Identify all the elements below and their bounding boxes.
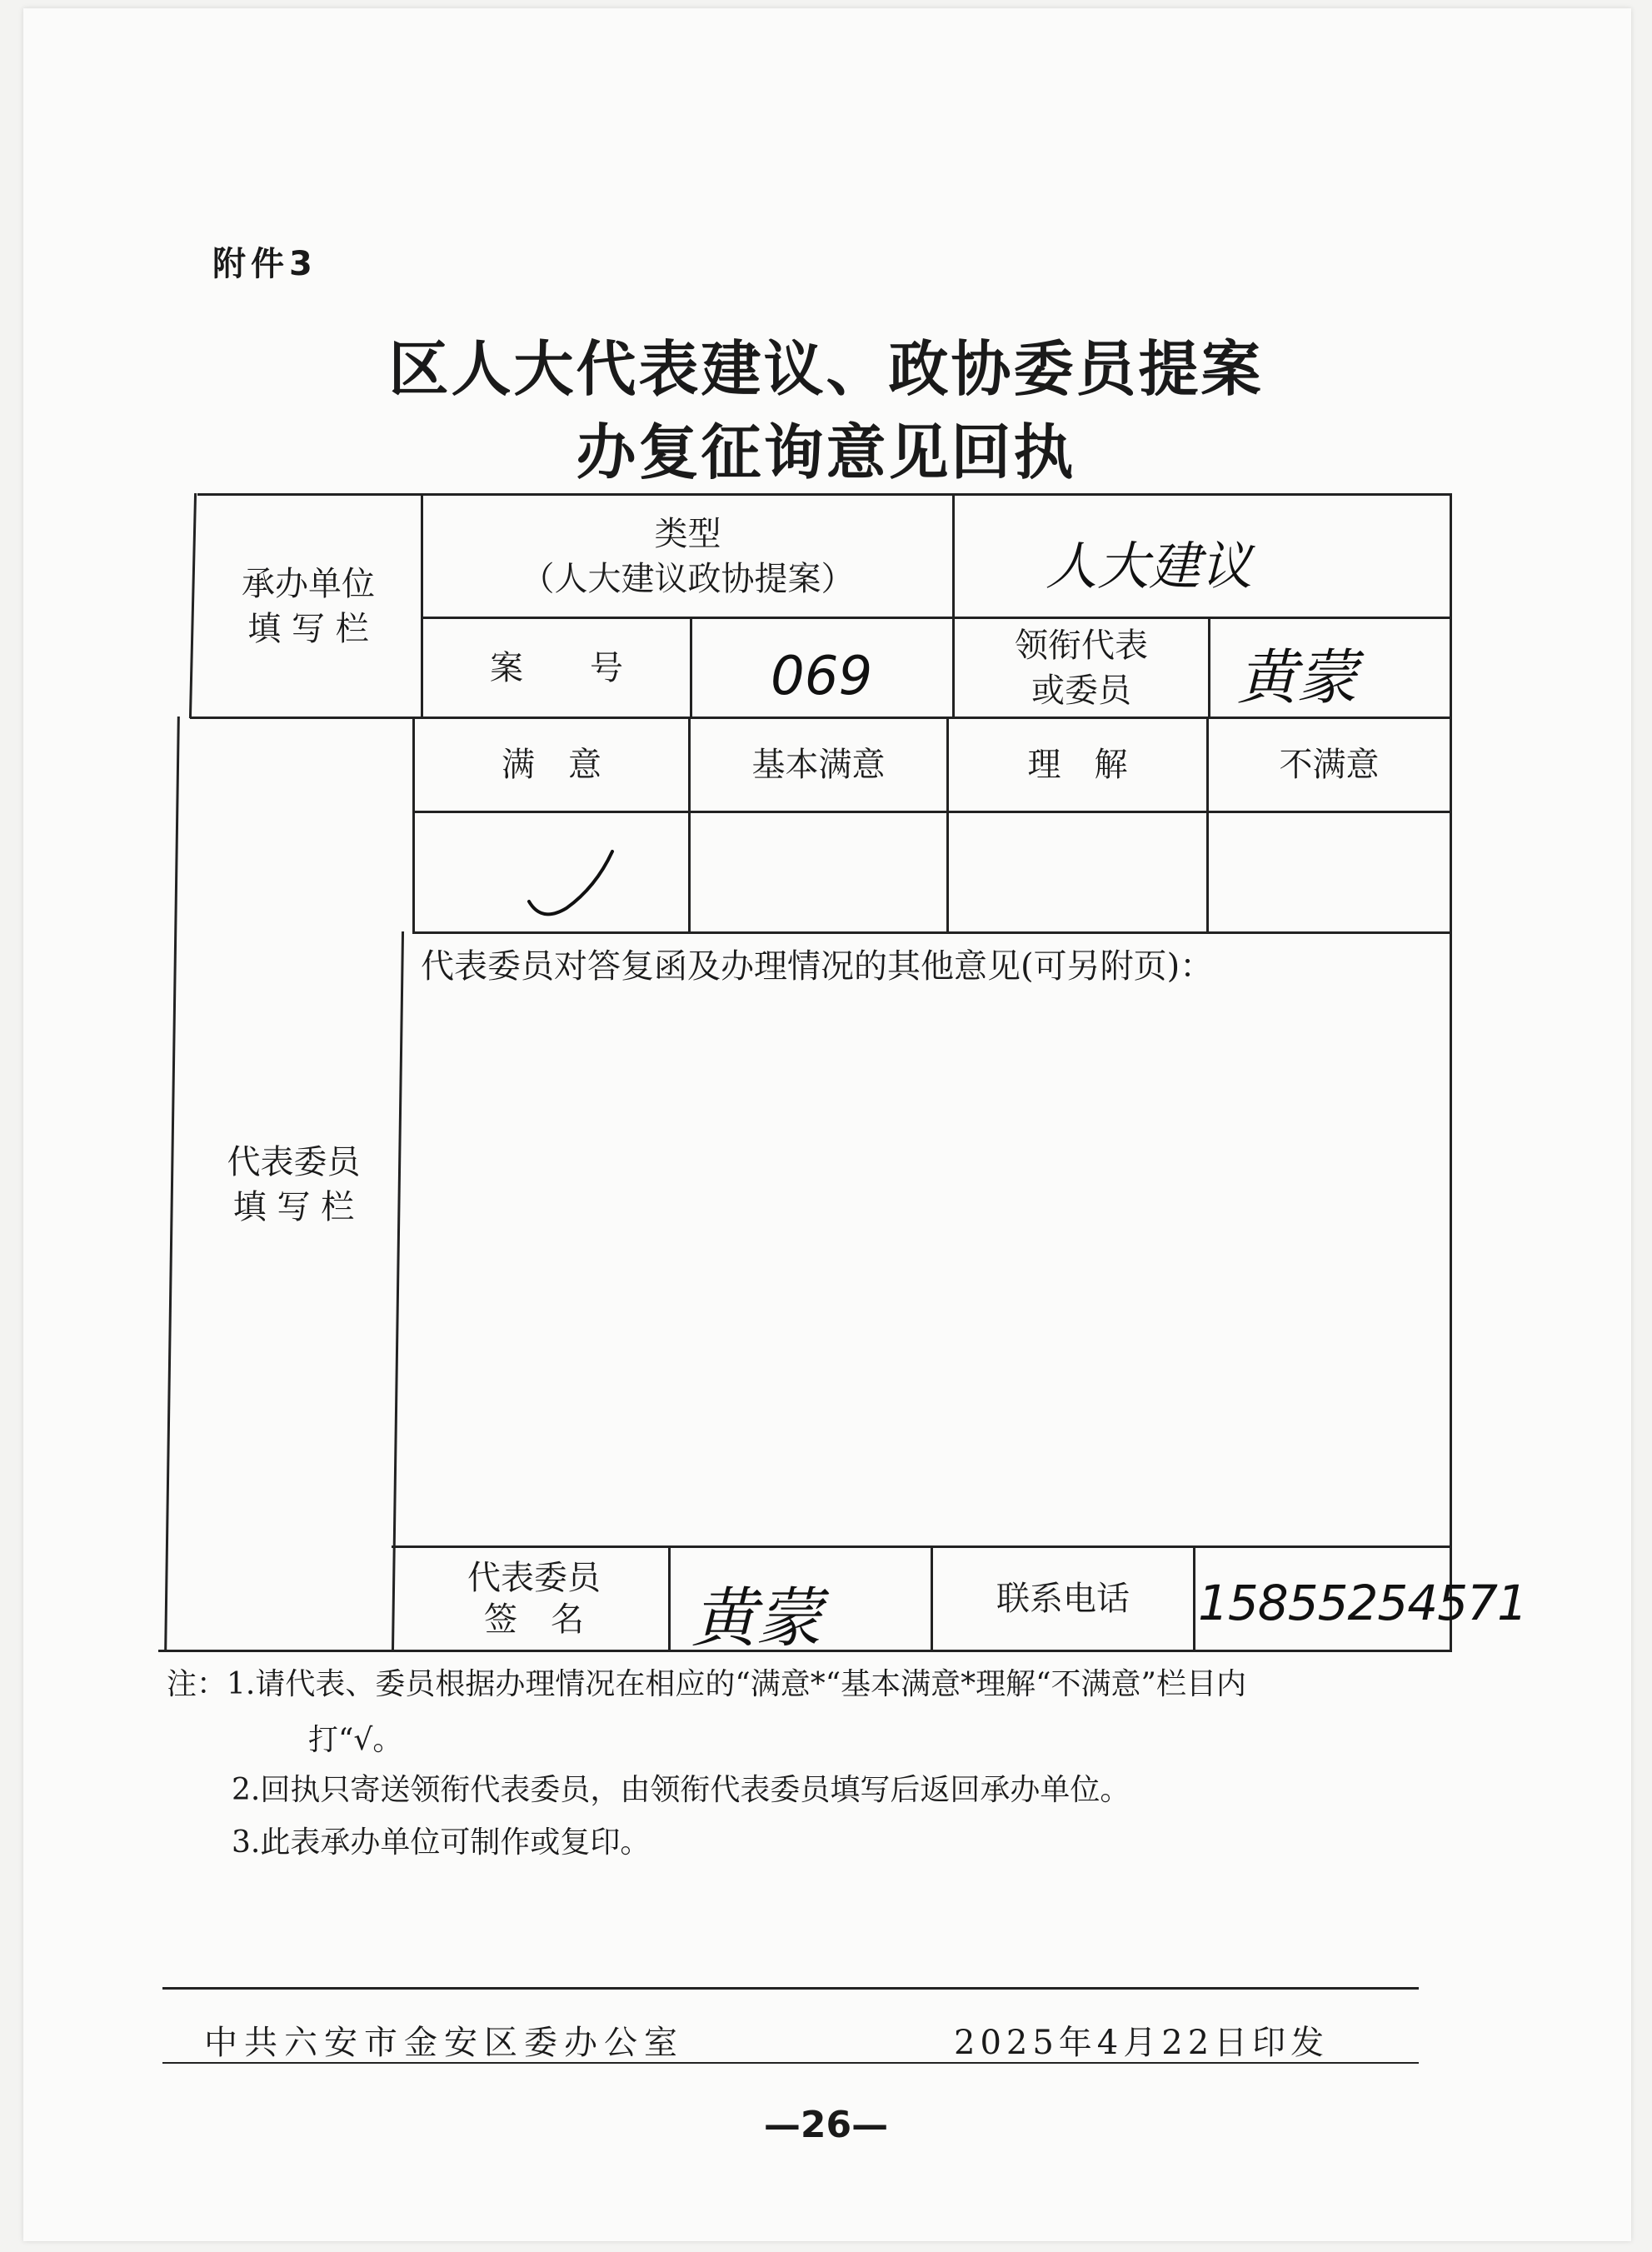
section-undertaking-unit-label: 承办单位 填 写 栏 xyxy=(242,564,375,648)
note-2: 2.回执只寄送领衔代表委员，由领衔代表委员填写后返回承办单位。 xyxy=(232,1773,1130,1807)
signature-label: 代表委员 签 名 xyxy=(467,1559,601,1639)
type-value-handwritten: 人大建议 xyxy=(1046,536,1253,597)
footer-rule-top xyxy=(162,1987,1419,1990)
case-number-value-handwritten: 069 xyxy=(771,646,873,707)
type-label: 类型 （人大建议政协提案） xyxy=(521,514,855,598)
table-line xyxy=(668,1545,671,1652)
table-line xyxy=(1208,617,1210,718)
attachment-label: 附件3 xyxy=(212,245,317,283)
note-1-continued: 打“√。 xyxy=(308,1723,403,1757)
option-unsatisfied: 不满意 xyxy=(1279,746,1380,784)
option-basically-satisfied: 基本满意 xyxy=(751,746,886,784)
check-mark-satisfied xyxy=(517,841,625,925)
section-representative-label: 代表委员 填 写 栏 xyxy=(227,1142,361,1226)
table-line xyxy=(690,617,692,718)
other-opinion-label: 代表委员对答复函及办理情况的其他意见(可另附页)： xyxy=(421,947,1214,986)
table-border-right xyxy=(1450,493,1452,1652)
note-3: 3.此表承办单位可制作或复印。 xyxy=(232,1825,651,1860)
issue-date: 2025年4月22日印发 xyxy=(954,2024,1330,2062)
lead-representative-label: 领衔代表 或委员 xyxy=(1015,626,1148,710)
title-line-2: 办复征询意见回执 xyxy=(576,417,1076,487)
table-line xyxy=(412,931,1451,934)
option-understand: 理 解 xyxy=(1027,746,1128,784)
footer-rule-bottom xyxy=(162,2062,1419,2064)
representative-signature: 黄蒙 xyxy=(691,1581,822,1656)
phone-value-handwritten: 15855254571 xyxy=(1198,1575,1527,1631)
case-number-label: 案 号 xyxy=(490,648,623,687)
issuing-office: 中共六安市金安区委办公室 xyxy=(204,2024,684,2062)
table-line xyxy=(1193,1545,1195,1652)
title-line-1: 区人大代表建议、政协委员提案 xyxy=(388,334,1264,404)
note-1: 注：1.请代表、委员根据办理情况在相应的“满意*“基本满意*理解“不满意”栏目内 xyxy=(167,1667,1246,1701)
lead-representative-signature: 黄蒙 xyxy=(1237,642,1358,712)
table-line xyxy=(414,811,1451,813)
option-satisfied: 满 意 xyxy=(502,746,601,784)
phone-label: 联系电话 xyxy=(996,1580,1130,1618)
page-number: —26— xyxy=(763,2104,889,2146)
